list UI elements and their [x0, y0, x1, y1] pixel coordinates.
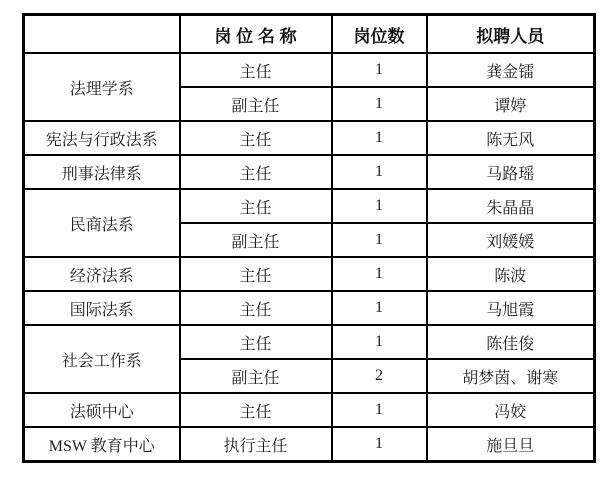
- count-cell: 1: [332, 189, 427, 223]
- position-cell: 主任: [180, 121, 332, 155]
- table-row: [24, 325, 595, 359]
- personnel-cell: 施旦旦: [427, 427, 595, 462]
- count-cell: 1: [332, 223, 427, 257]
- department-cell: 民商法系: [24, 189, 180, 257]
- department-cell: 宪法与行政法系: [24, 121, 180, 155]
- personnel-cell: 谭婷: [427, 87, 595, 121]
- table-row: [24, 155, 595, 189]
- count-cell: 1: [332, 121, 427, 155]
- header-department: [24, 15, 180, 54]
- table-row: [24, 121, 595, 155]
- table-row: [24, 291, 595, 325]
- department-cell: MSW 教育中心: [24, 427, 180, 462]
- count-cell: 1: [332, 393, 427, 427]
- header-row: [24, 15, 595, 54]
- personnel-cell: 马旭霞: [427, 291, 595, 325]
- position-cell: 副主任: [180, 223, 332, 257]
- position-cell: 副主任: [180, 87, 332, 121]
- personnel-cell: 陈波: [427, 257, 595, 291]
- personnel-cell: 朱晶晶: [427, 189, 595, 223]
- table-row: [24, 393, 595, 427]
- count-cell: 2: [332, 359, 427, 393]
- position-cell: 副主任: [180, 359, 332, 393]
- personnel-cell: 龚金镭: [427, 53, 595, 87]
- department-cell: 刑事法律系: [24, 155, 180, 189]
- personnel-cell: 刘媛媛: [427, 223, 595, 257]
- department-cell: 国际法系: [24, 291, 180, 325]
- count-cell: 1: [332, 87, 427, 121]
- count-cell: 1: [332, 53, 427, 87]
- department-cell: 法硕中心: [24, 393, 180, 427]
- position-cell: 主任: [180, 393, 332, 427]
- count-cell: 1: [332, 427, 427, 462]
- appointment-table: [22, 13, 596, 463]
- position-cell: 主任: [180, 257, 332, 291]
- table-row: [24, 189, 595, 223]
- department-cell: 社会工作系: [24, 325, 180, 393]
- table-row: [24, 53, 595, 87]
- count-cell: 1: [332, 257, 427, 291]
- position-cell: 执行主任: [180, 427, 332, 462]
- personnel-cell: 胡梦茵、谢寒: [427, 359, 595, 393]
- personnel-cell: 陈佳俊: [427, 325, 595, 359]
- count-cell: 1: [332, 325, 427, 359]
- department-cell: 法理学系: [24, 53, 180, 121]
- count-cell: 1: [332, 155, 427, 189]
- department-cell: 经济法系: [24, 257, 180, 291]
- position-cell: 主任: [180, 325, 332, 359]
- table-row: [24, 427, 595, 462]
- personnel-cell: 陈无风: [427, 121, 595, 155]
- position-cell: 主任: [180, 291, 332, 325]
- count-cell: 1: [332, 291, 427, 325]
- position-cell: 主任: [180, 155, 332, 189]
- position-cell: 主任: [180, 189, 332, 223]
- header-personnel: 拟聘人员: [427, 15, 595, 54]
- personnel-cell: 马路瑶: [427, 155, 595, 189]
- position-cell: 主任: [180, 53, 332, 87]
- header-position-count: 岗位数: [332, 15, 427, 54]
- header-position-name: 岗 位 名 称: [180, 15, 332, 54]
- table-row: [24, 257, 595, 291]
- personnel-cell: 冯姣: [427, 393, 595, 427]
